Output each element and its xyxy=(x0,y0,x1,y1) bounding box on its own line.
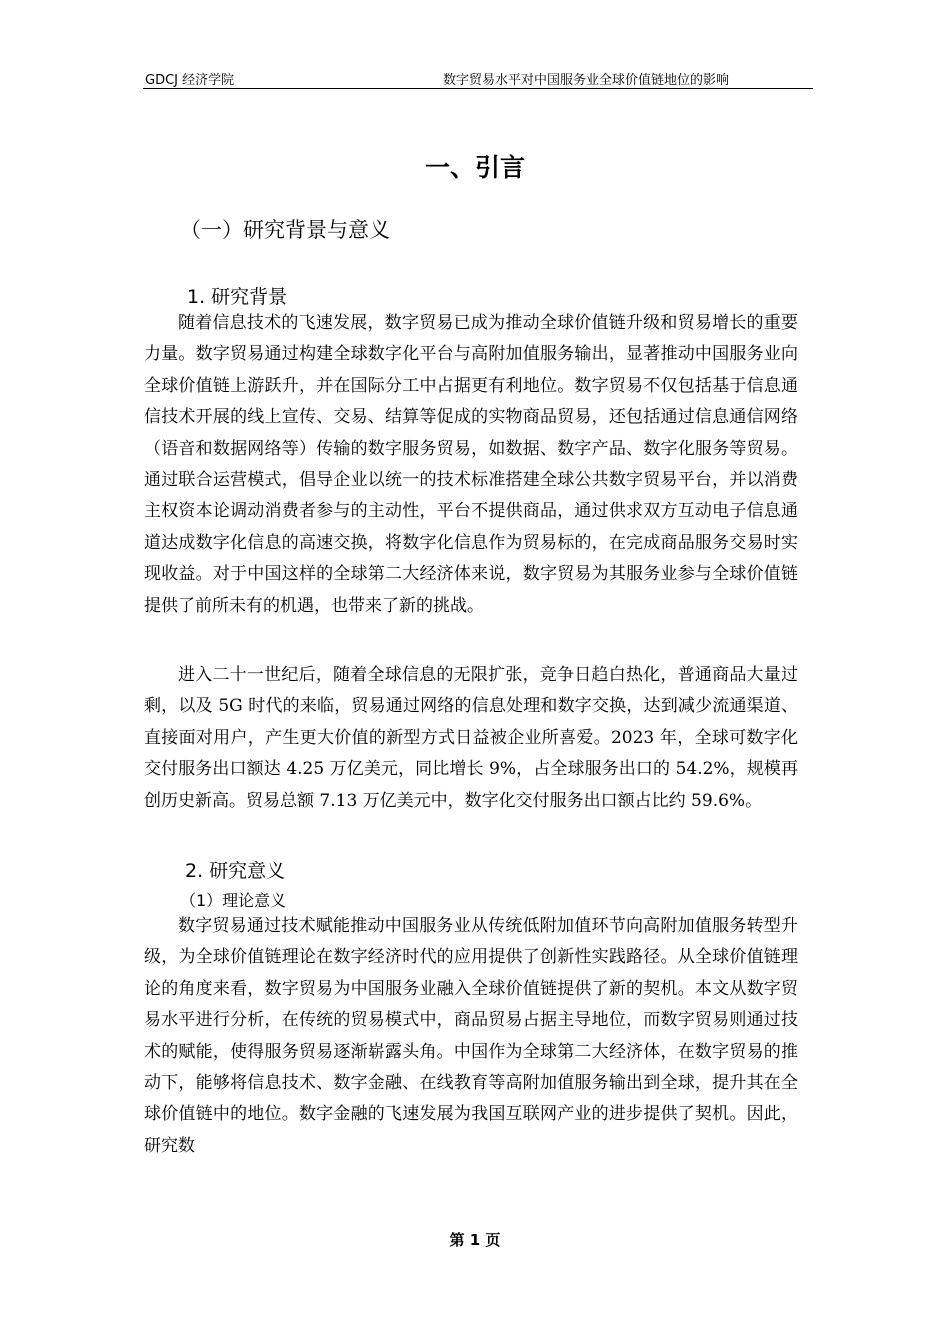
paragraph-background: 随着信息技术的飞速发展，数字贸易已成为推动全球价值链升级和贸易增长的重要力量。数字贸易通过构建全球数字化平台与高附加值服务输出，显著推动中国服务业向全球价值链上游跃升，并在国际分工中占据更有利地位。数字贸易不仅包括基于信息通信技术开展的线上宣传、交易、结算等促成的实物商品贸易，还包括通过信息通信网络（语音和数据网络等）传输的数字服务贸易，如数据、数字产品、数字化服务等贸易。通过联合运营模式，倡导企业以统一的技术标准搭建全球公共数字贸易平台，并以消费主权资本论调动消费者参与的主动性，平台不提供商品，通过供求双方互动电子信息通道达成数字化信息的高速交换，将数字化信息作为贸易标的，在完成商品服务交易时实现收益。对于中国这样的全球第二大经济体来说，数字贸易为其服务业参与全球价值链提供了前所未有的机遇，也带来了新的挑战。 xyxy=(144,313,798,616)
paragraph-21st-century: 进入二十一世纪后，随着全球信息的无限扩张，竞争日趋白热化，普通商品大量过剩，以及 5G 时代的来临，贸易通过网络的信息处理和数字交换，达到减少流通渠道、直接面对用户，产生更大价值的新型方式日益被企业所喜爱。2023 年，全球可数字化交付服务出口额达 4.25 万亿美元，同比增长 9%，占全球服务出口的 54.2%，规模再创历史新高。贸易总额 7.13 万亿美元中，数字化交付服务出口额占比约 59.6%。 xyxy=(144,665,798,811)
section-heading: （一）研究背景与意义 xyxy=(180,218,390,242)
paragraph-theory: 数字贸易通过技术赋能推动中国服务业从传统低附加值环节向高附加值服务转型升级，为全球价值链理论在数字经济时代的应用提供了创新性实践路径。从全球价值链理论的角度来看，数字贸易为中国服务业融入全球价值链提供了新的契机。本文从数字贸易水平进行分析，在传统的贸易模式中，商品贸易占据主导地位，而数字贸易则通过技术的赋能，使得服务贸易逐渐崭露头角。中国作为全球第二大经济体，在数字贸易的推动下，能够将信息技术、数字金融、在线教育等高附加值服务输出到全球，提升其在全球价值链中的地位。数字金融的飞速发展为我国互联网产业的进步提供了契机。因此，研究数 xyxy=(144,916,798,1156)
subsection-heading-significance: 2. 研究意义 xyxy=(185,860,286,882)
page-header xyxy=(143,68,813,89)
subsection-heading-background: 1. 研究背景 xyxy=(187,286,288,308)
header-school: GDCJ 经济学院 xyxy=(145,73,235,88)
sub-subsection-heading-theory: （1）理论意义 xyxy=(180,891,287,910)
page-number: 第 1 页 xyxy=(449,1231,501,1249)
chapter-title: 一、引言 xyxy=(424,153,525,182)
header-paper-title: 数字贸易水平对中国服务业全球价值链地位的影响 xyxy=(443,73,730,88)
